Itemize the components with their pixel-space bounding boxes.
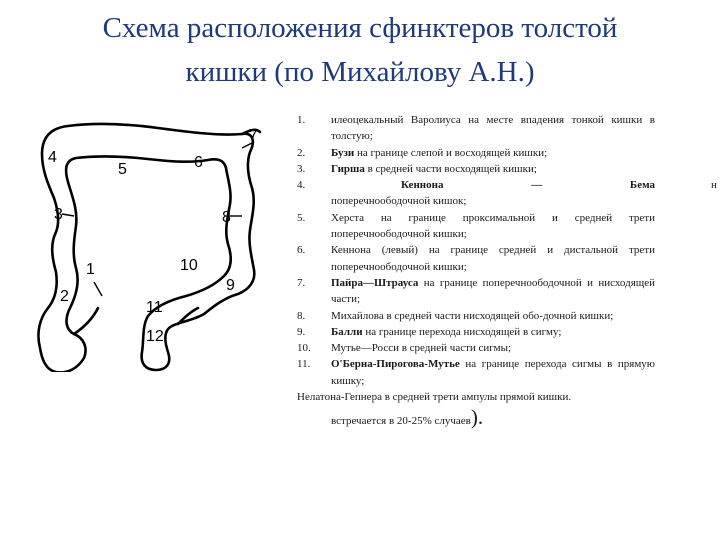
legend-item-6 <box>297 242 655 275</box>
legend-item-number: 4. <box>297 179 306 192</box>
legend-item-text: Михайлова в средней части нисходящей обо-дочной кишки; <box>331 309 614 322</box>
legend-item-text: на границе слепой и восходящей кишки; <box>354 146 548 159</box>
label-1: 1 <box>86 261 95 278</box>
sphincter-mark-3 <box>62 214 74 216</box>
legend-item-text: в средней части восходящей кишки; <box>364 162 537 175</box>
legend-item-9 <box>297 324 655 340</box>
label-8: 8 <box>222 209 231 226</box>
label-7: 7 <box>249 127 258 144</box>
legend-item-name: О'Берна-Пирогова-Мутье <box>331 358 460 371</box>
legend-item-3 <box>297 161 655 177</box>
colon-sphincter-diagram <box>28 112 273 372</box>
legend-item-number: 3. <box>297 162 306 175</box>
legend-item-8 <box>297 308 655 324</box>
legend-item-name: Бузи <box>331 146 355 159</box>
colon-inner-fold-1 <box>74 308 98 334</box>
label-12: 12 <box>146 328 164 345</box>
sphincter-legend <box>297 112 655 430</box>
slide-title <box>0 6 720 94</box>
label-3: 3 <box>54 206 63 223</box>
legend-item-2 <box>297 145 655 161</box>
legend-item-4 <box>297 177 655 210</box>
legend-item-name: Гирша <box>331 162 365 175</box>
legend-item-number: 10. <box>297 342 311 355</box>
legend-item-number: 5. <box>297 211 306 224</box>
legend-item-text: на границе поперечноободочной и нисходящей части; <box>331 276 655 306</box>
label-10: 10 <box>180 257 198 274</box>
legend-item-11 <box>297 356 655 389</box>
label-4: 4 <box>48 149 57 166</box>
legend-item-5 <box>297 210 655 243</box>
legend-footer: Нелатона-Гепнера в средней трети ампулы прямой кишки. <box>297 391 572 404</box>
legend-item-number: 11. <box>297 358 311 371</box>
legend-item-10 <box>297 340 655 356</box>
legend-footer-frequency-text: встречается в 20-25% случаев <box>331 415 471 428</box>
legend-item-7 <box>297 275 655 308</box>
legend-item-name: Пайра—Штрауса <box>331 276 419 289</box>
legend-item-text: на границе перехода нисходящей в сигму; <box>362 325 562 338</box>
legend-item-text: Херста на границе проксимальной и средней трети поперечноободочной кишки; <box>331 211 655 241</box>
slide-title-line-1: Схема расположения сфинктеров толстой <box>102 12 618 44</box>
slide-title-line-2: кишки (по Михайлову А.Н.) <box>185 56 535 88</box>
legend-item-name: Балли <box>331 325 363 338</box>
label-9: 9 <box>226 277 235 294</box>
legend-item-text: поперечноободочной кишок; <box>331 195 467 208</box>
legend-item-number: 6. <box>297 244 306 257</box>
legend-item-number: 1. <box>297 114 306 126</box>
legend-item-text: Кеннона (левый) на границе средней и дистальной трети поперечноободочной кишки; <box>331 244 655 273</box>
legend-item-1 <box>297 112 655 145</box>
sphincter-mark-1 <box>94 282 102 296</box>
legend-item-text: илеоцекальный Варолиуса на месте впадения тонкой кишки в толстую; <box>331 114 655 143</box>
legend-item-number: 8. <box>297 309 306 322</box>
legend-item-number: 2. <box>297 146 306 159</box>
legend-footer-frequency <box>297 405 655 430</box>
legend-item-number: 9. <box>297 325 306 338</box>
label-11: 11 <box>146 299 163 316</box>
legend-item-number: 7. <box>297 276 306 289</box>
legend-item-text: Мутье—Росси в средней части сигмы; <box>331 342 512 355</box>
label-5: 5 <box>118 161 127 178</box>
legend-footer-frequency-end: ). <box>470 405 484 430</box>
label-6: 6 <box>194 154 203 171</box>
legend-item-text: на границе перехода сигмы в прямую кишку; <box>331 358 655 387</box>
clipped-text-fragment: н <box>711 179 717 191</box>
label-2: 2 <box>60 288 69 305</box>
legend-item-name: Кеннона — Бема <box>401 179 655 192</box>
